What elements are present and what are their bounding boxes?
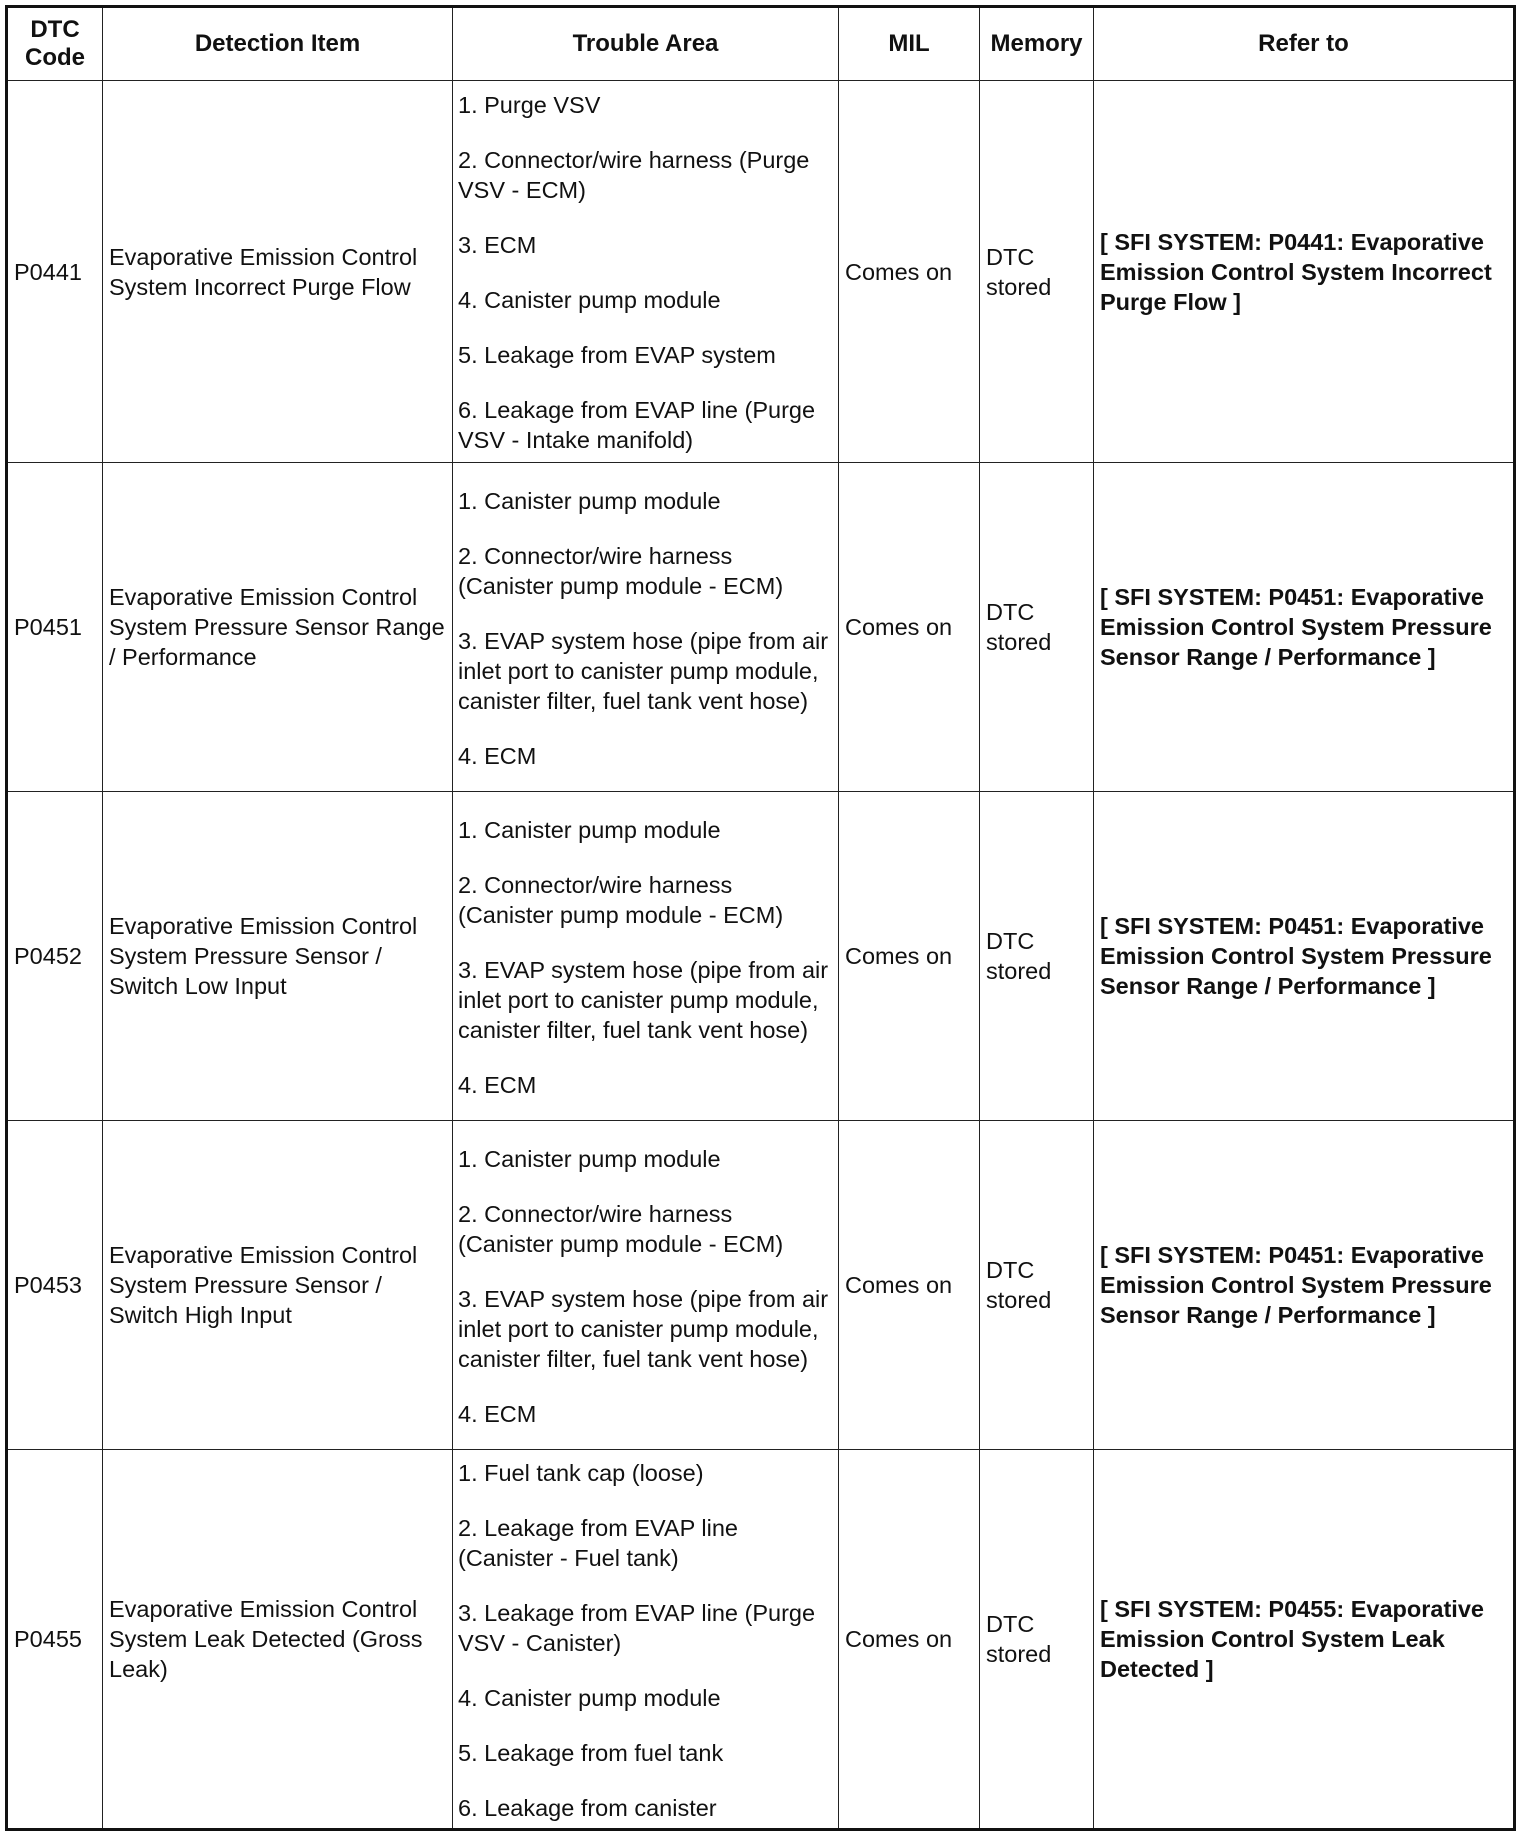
trouble-area-item: 3. EVAP system hose (pipe from air inlet port to canister pump module, canister filter, fuel tank vent hose) xyxy=(458,1285,829,1372)
memory-status: DTC stored xyxy=(980,1450,1094,1830)
memory-status: DTC stored xyxy=(980,1121,1094,1450)
trouble-area-item: 4. Canister pump module xyxy=(458,287,721,313)
table-header xyxy=(7,7,1515,81)
trouble-area-item: 1. Canister pump module xyxy=(458,1145,721,1172)
dtc-code: P0452 xyxy=(7,792,103,1121)
header-memory: Memory xyxy=(980,7,1094,81)
trouble-area-list xyxy=(458,815,834,1100)
trouble-area-list xyxy=(458,1458,834,1823)
table-row xyxy=(7,792,1515,1121)
trouble-area-list xyxy=(458,486,834,771)
refer-to-link[interactable]: [ SFI SYSTEM: P0451: Evaporative Emission Control System Pressure Sensor Range / Performance ] xyxy=(1094,792,1515,1121)
trouble-area-item: 4. ECM xyxy=(458,1400,537,1427)
header-row xyxy=(7,7,1515,81)
trouble-area-item: 5. Leakage from fuel tank xyxy=(458,1739,724,1766)
mil-status: Comes on xyxy=(839,792,980,1121)
trouble-area-item: 2. Connector/wire harness (Canister pump module - ECM) xyxy=(458,1200,784,1257)
trouble-area-item: 4. ECM xyxy=(458,1071,537,1098)
mil-status: Comes on xyxy=(839,81,980,463)
detection-item: Evaporative Emission Control System Leak Detected (Gross Leak) xyxy=(103,1450,453,1830)
memory-status: DTC stored xyxy=(980,463,1094,792)
mil-status: Comes on xyxy=(839,1121,980,1450)
trouble-area-item: 2. Connector/wire harness (Canister pump module - ECM) xyxy=(458,871,784,928)
refer-to-link[interactable]: [ SFI SYSTEM: P0441: Evaporative Emission Control System Incorrect Purge Flow ] xyxy=(1094,81,1515,463)
trouble-area-item: 6. Leakage from EVAP line (Purge VSV - Intake manifold) xyxy=(458,397,816,453)
trouble-area xyxy=(453,1121,839,1450)
header-refer-to: Refer to xyxy=(1094,7,1515,81)
refer-to-link[interactable]: [ SFI SYSTEM: P0451: Evaporative Emission Control System Pressure Sensor Range / Performance ] xyxy=(1094,1121,1515,1450)
header-mil: MIL xyxy=(839,7,980,81)
mil-status: Comes on xyxy=(839,463,980,792)
detection-item: Evaporative Emission Control System Incorrect Purge Flow xyxy=(103,81,453,463)
header-detection-item: Detection Item xyxy=(103,7,453,81)
trouble-area-item: 4. Canister pump module xyxy=(458,1684,721,1711)
trouble-area xyxy=(453,81,839,463)
trouble-area-item: 2. Connector/wire harness (Canister pump module - ECM) xyxy=(458,542,784,599)
trouble-area-item: 3. EVAP system hose (pipe from air inlet port to canister pump module, canister filter, fuel tank vent hose) xyxy=(458,956,829,1043)
header-trouble-area: Trouble Area xyxy=(453,7,839,81)
trouble-area-item: 1. Fuel tank cap (loose) xyxy=(458,1459,704,1486)
trouble-area-list xyxy=(458,1144,834,1429)
trouble-area-item: 3. EVAP system hose (pipe from air inlet port to canister pump module, canister filter, fuel tank vent hose) xyxy=(458,627,829,714)
dtc-code: P0451 xyxy=(7,463,103,792)
trouble-area-item: 3. Leakage from EVAP line (Purge VSV - Canister) xyxy=(458,1599,816,1656)
trouble-area xyxy=(453,792,839,1121)
trouble-area-item: 2. Connector/wire harness (Purge VSV - ECM) xyxy=(458,147,810,203)
trouble-area-item: 6. Leakage from canister xyxy=(458,1794,717,1821)
trouble-area-item: 5. Leakage from EVAP system xyxy=(458,342,776,368)
trouble-area xyxy=(453,1450,839,1830)
dtc-table xyxy=(5,5,1516,1831)
refer-to-link[interactable]: [ SFI SYSTEM: P0455: Evaporative Emission Control System Leak Detected ] xyxy=(1094,1450,1515,1830)
table-row xyxy=(7,1121,1515,1450)
trouble-area-item: 3. ECM xyxy=(458,232,537,258)
refer-to-link[interactable]: [ SFI SYSTEM: P0451: Evaporative Emission Control System Pressure Sensor Range / Performance ] xyxy=(1094,463,1515,792)
detection-item: Evaporative Emission Control System Pressure Sensor Range / Performance xyxy=(103,463,453,792)
table-row xyxy=(7,1450,1515,1830)
memory-status: DTC stored xyxy=(980,792,1094,1121)
trouble-area-item: 1. Canister pump module xyxy=(458,816,721,843)
trouble-area-item: 1. Canister pump module xyxy=(458,487,721,514)
mil-status: Comes on xyxy=(839,1450,980,1830)
table-body xyxy=(7,81,1515,1830)
dtc-code: P0453 xyxy=(7,1121,103,1450)
trouble-area-item: 1. Purge VSV xyxy=(458,92,601,118)
dtc-code: P0441 xyxy=(7,81,103,463)
table-row xyxy=(7,81,1515,463)
trouble-area-list xyxy=(458,90,834,455)
dtc-code: P0455 xyxy=(7,1450,103,1830)
trouble-area-item: 4. ECM xyxy=(458,742,537,769)
header-dtc-code: DTC Code xyxy=(7,7,103,81)
memory-status: DTC stored xyxy=(980,81,1094,463)
table-row xyxy=(7,463,1515,792)
detection-item: Evaporative Emission Control System Pressure Sensor / Switch Low Input xyxy=(103,792,453,1121)
trouble-area xyxy=(453,463,839,792)
detection-item: Evaporative Emission Control System Pressure Sensor / Switch High Input xyxy=(103,1121,453,1450)
trouble-area-item: 2. Leakage from EVAP line (Canister - Fuel tank) xyxy=(458,1514,738,1571)
